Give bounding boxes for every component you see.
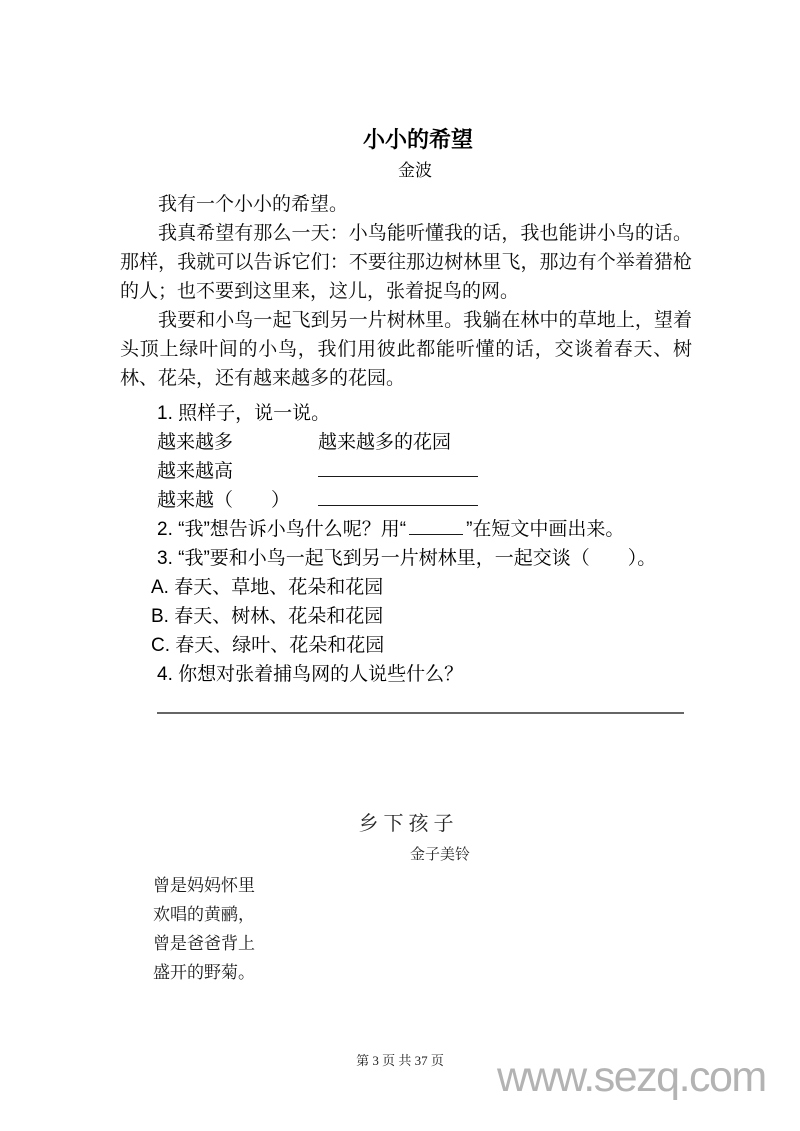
question-2-text-post: ”在短文中画出来。 [466, 519, 625, 540]
reading-section-1 [120, 126, 692, 689]
poem-line: 欢唱的黄鹂， [153, 905, 255, 924]
answer-blank [318, 486, 478, 506]
paragraph-2: 我真希望有那么一天：小鸟能听懂我的话，我也能讲小鸟的话。那样，我就可以告诉它们：不要往那边树林里飞，那边有个举着猎枪的人；也不要到这里来，这儿，张着捉鸟的网。 [120, 223, 692, 302]
page-number: 第 3 页 共 37 页 [356, 1053, 444, 1068]
watermark: www.sezq.com [497, 1053, 766, 1101]
exercise-left: 越来越高 [157, 461, 234, 482]
question-1: 1. 照样子，说一说。 [157, 403, 331, 424]
answer-blank [409, 517, 463, 535]
option-a: A. 春天、草地、花朵和花园 [151, 577, 384, 598]
section-divider [157, 712, 684, 714]
content-area [120, 126, 692, 987]
exercise-row [120, 457, 692, 486]
poem-line: 曾是妈妈怀里 [153, 876, 255, 895]
option-c: C. 春天、绿叶、花朵和花园 [151, 635, 385, 656]
option-b: B. 春天、树林、花朵和花园 [151, 606, 384, 627]
poem-body [120, 871, 692, 987]
example-left: 越来越多 [157, 432, 234, 453]
poem-line: 曾是爸爸背上 [153, 934, 255, 953]
example-row [120, 428, 692, 457]
question-2-text-pre: 2. “我”想告诉小鸟什么呢？用“ [157, 519, 407, 540]
paragraph-1: 我有一个小小的希望。 [158, 194, 349, 215]
question-2 [120, 515, 692, 544]
passage-body [120, 190, 692, 393]
reading-section-2 [120, 810, 692, 987]
poem-title: 乡 下 孩 子 [358, 813, 454, 835]
poem-author: 金子美铃 [409, 847, 470, 863]
passage-author: 金波 [398, 161, 432, 180]
passage-title: 小小的希望 [362, 127, 473, 152]
question-3: 3. “我”要和小鸟一起飞到另一片树林里，一起交谈（ ）。 [157, 548, 657, 569]
exercise-row [120, 486, 692, 515]
question-4: 4. 你想对张着捕鸟网的人说些什么？ [157, 664, 464, 685]
example-right: 越来越多的花园 [318, 432, 452, 453]
poem-line: 盛开的野菊。 [153, 963, 255, 982]
answer-blank [318, 457, 478, 477]
exercise-left: 越来越（ ） [157, 490, 291, 511]
paragraph-3: 我要和小鸟一起飞到另一片树林里。我躺在林中的草地上，望着头顶上绿叶间的小鸟，我们用彼此都能听懂的话，交谈着春天、树林、花朵，还有越来越多的花园。 [120, 310, 692, 389]
